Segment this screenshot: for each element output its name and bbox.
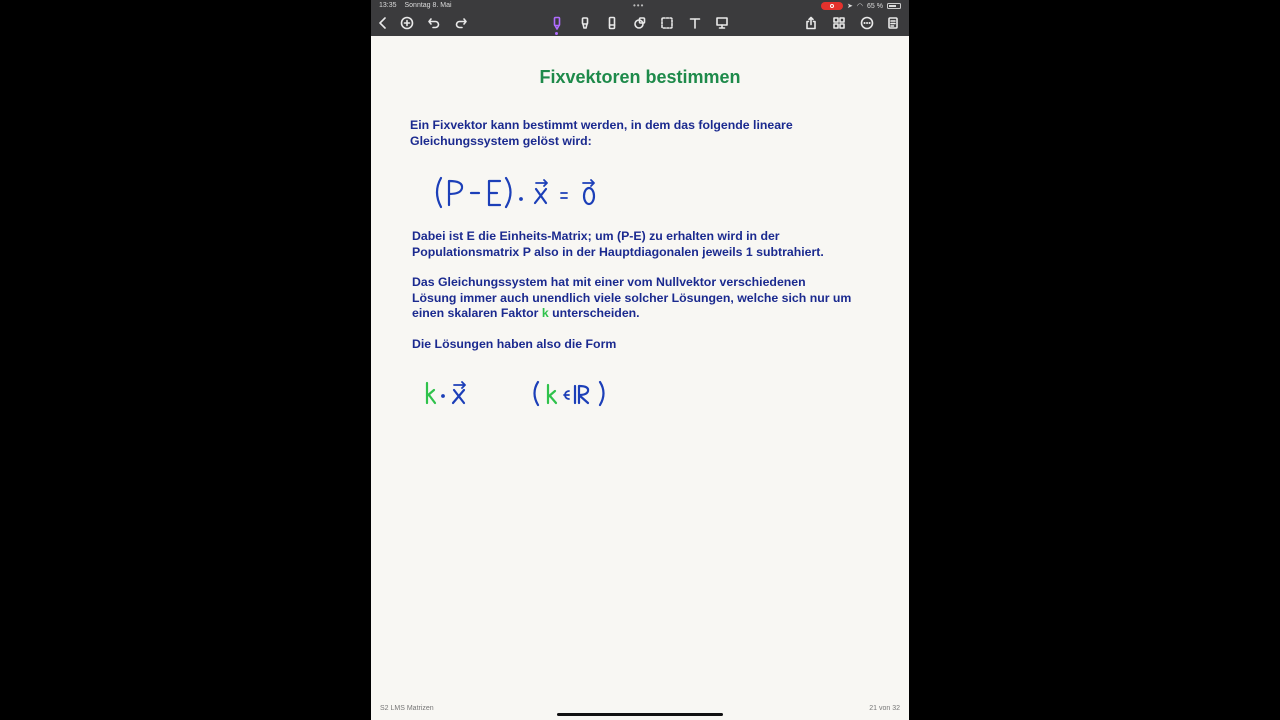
status-time: 13:35 [379, 2, 397, 9]
image-icon[interactable] [714, 15, 730, 31]
app-toolbar [371, 0, 909, 36]
undo-icon[interactable] [426, 15, 442, 31]
notebook-icon[interactable] [885, 15, 901, 31]
battery-percent: 65 % [867, 2, 883, 10]
paragraph-loesungen-text-2: unterscheiden. [548, 306, 640, 320]
lasso-icon[interactable] [659, 15, 675, 31]
page-title: Fixvektoren bestimmen [539, 67, 741, 87]
highlighter-icon[interactable] [577, 15, 593, 31]
eraser-icon[interactable] [604, 15, 620, 31]
page-indicator: 21 von 32 [869, 705, 900, 712]
status-date: Sonntag 8. Mai [404, 2, 452, 9]
shapes-icon[interactable] [632, 15, 648, 31]
wifi-icon: ◠ [856, 3, 864, 10]
text-icon[interactable] [687, 15, 703, 31]
more-icon[interactable] [859, 15, 875, 31]
paragraph-form: Die Lösungen haben also die Form [412, 337, 617, 351]
share-icon[interactable] [803, 15, 819, 31]
document-name: S2 LMS Matrizen [380, 705, 434, 712]
back-icon[interactable] [375, 15, 391, 31]
handwritten-equation [433, 174, 603, 217]
add-page-icon[interactable] [399, 15, 415, 31]
paragraph-loesungen [412, 275, 852, 322]
status-bar-right [821, 2, 901, 10]
home-indicator[interactable] [557, 713, 723, 716]
handwritten-solution-form [421, 378, 621, 417]
ipad-screen [371, 0, 909, 720]
grid-icon[interactable] [831, 15, 847, 31]
pen-icon[interactable] [549, 15, 565, 31]
multitasking-dots[interactable]: ••• [633, 1, 645, 10]
active-tool-indicator [555, 32, 558, 35]
status-bar-left [379, 2, 458, 9]
screen-recording-icon[interactable] [821, 2, 843, 10]
redo-icon[interactable] [453, 15, 469, 31]
battery-icon [887, 3, 901, 9]
location-icon: ➤ [847, 3, 853, 10]
paragraph-fixvektor: Ein Fixvektor kann bestimmt werden, in dem das folgende lineare Gleichungssystem gelöst wird: [410, 118, 793, 148]
scalar-k: k [541, 306, 549, 320]
paragraph-einheitsmatrix: Dabei ist E die Einheits-Matrix; um (P-E) zu erhalten wird in der Populationsmatrix P also in der Hauptdiagonalen jeweils 1 subtrahiert. [412, 229, 824, 259]
paragraph-loesungen-text-1: Das Gleichungssystem hat mit einer vom Nullvektor verschiedenen Lösung immer auch unendlich viele solcher Lösungen, welche sich nur um einen skalaren Faktor [412, 275, 852, 320]
